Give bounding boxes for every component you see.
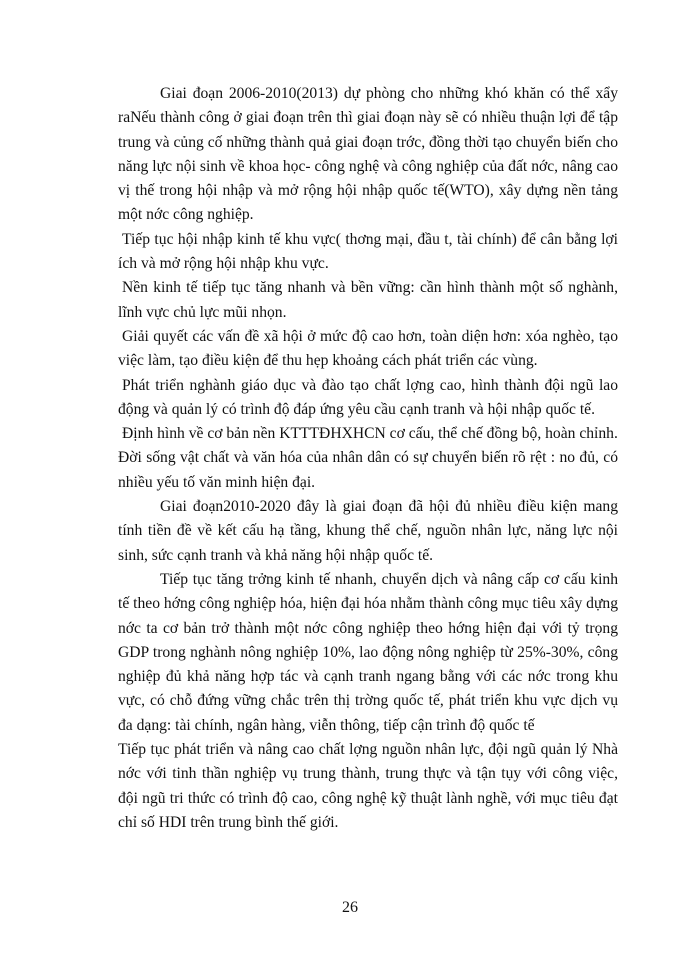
paragraph-1: Giai đoạn 2006-2010(2013) dự phòng cho những khó khăn có thể xẩy raNếu thành công ở giai đoạn trên thì giai đoạn này sẽ có nhiều thuận lợi để tập trung và củng cố những thành quả giai đoạn trớc, đồng thời tạo chuyển biến cho năng lực nội sinh về khoa học- công nghệ và công nghiệp của đất nớc, nâng cao vị thế trong hội nhập và mở rộng hội nhập quốc tế(WTO), xây dựng nền tảng một nớc công nghiệp.: [118, 85, 618, 224]
paragraph-6: Định hình về cơ bản nền KTTTĐHXHCN cơ cấu, thể chế đồng bộ, hoàn chỉnh.: [122, 425, 618, 443]
paragraph-4: Giải quyết các vấn đề xã hội ở mức độ cao hơn, toàn diện hơn: xóa nghèo, tạo việc làm, tạo điều kiện để thu hẹp khoảng cách phát triển các vùng.: [118, 327, 618, 370]
paragraph-8: Giai đoạn2010-2020 đây là giai đoạn đã hội đủ nhiều điều kiện mang tính tiền đề về kết cấu hạ tầng, khung thể chế, nguồn nhân lực, năng lực nội sinh, sức cạnh tranh và khả năng hội nhập quốc tế.: [118, 498, 618, 564]
paragraph-3: Nền kinh tế tiếp tục tăng nhanh và bền vững: cần hình thành một số nghành, lĩnh vực chủ lực mũi nhọn.: [118, 279, 618, 321]
paragraph-9: Tiếp tục tăng trởng kinh tế nhanh, chuyển dịch và nâng cấp cơ cấu kinh tế theo hớng công nghiệp hóa, hiện đại hóa nhằm thành công mục tiêu xây dựng nớc ta cơ bản trở thành một nớc công nghiệp theo hớng hiện đại với tỷ trọng GDP trong nghành nông nghiệp 10%, lao động nông nghiệp từ 25%-30%, công nghiệp đủ khả năng hợp tác và cạnh tranh ngang bằng với các nớc trong khu vực, có chỗ đứng vững chắc trên thị trờng quốc tế, phát triển khu vực dịch vụ đa dạng: tài chính, ngân hàng, viễn thông, tiếp cận trình độ quốc tế: [118, 570, 618, 734]
paragraph-5: Phát triển nghành giáo dục và đào tạo chất lợng cao, hình thành đội ngũ lao động và quản lý có trình độ đáp ứng yêu cầu cạnh tranh và hội nhập quốc tế.: [118, 376, 618, 418]
paragraph-10: Tiếp tục phát triển và nâng cao chất lợng nguồn nhân lực, đội ngũ quản lý Nhà nớc với tinh thần nghiệp vụ trung thành, trung thực và tận tụy với công việc, đội ngũ tri thức có trình độ cao, công nghệ kỹ thuật lành nghề, với mục tiêu đạt chỉ số HDI trên trung bình thế giới.: [118, 741, 618, 831]
page-number: 26: [342, 899, 358, 916]
paragraph-7: Đời sống vật chất và văn hóa của nhân dân có sự chuyển biến rõ rệt : no đủ, có nhiều yếu tố văn minh hiện đại.: [118, 449, 618, 491]
document-body: [118, 82, 618, 835]
paragraph-2: Tiếp tục hội nhập kinh tế khu vực( thơng mại, đầu t, tài chính) để cân bằng lợi ích và mở rộng hội nhập khu vực.: [118, 230, 618, 273]
